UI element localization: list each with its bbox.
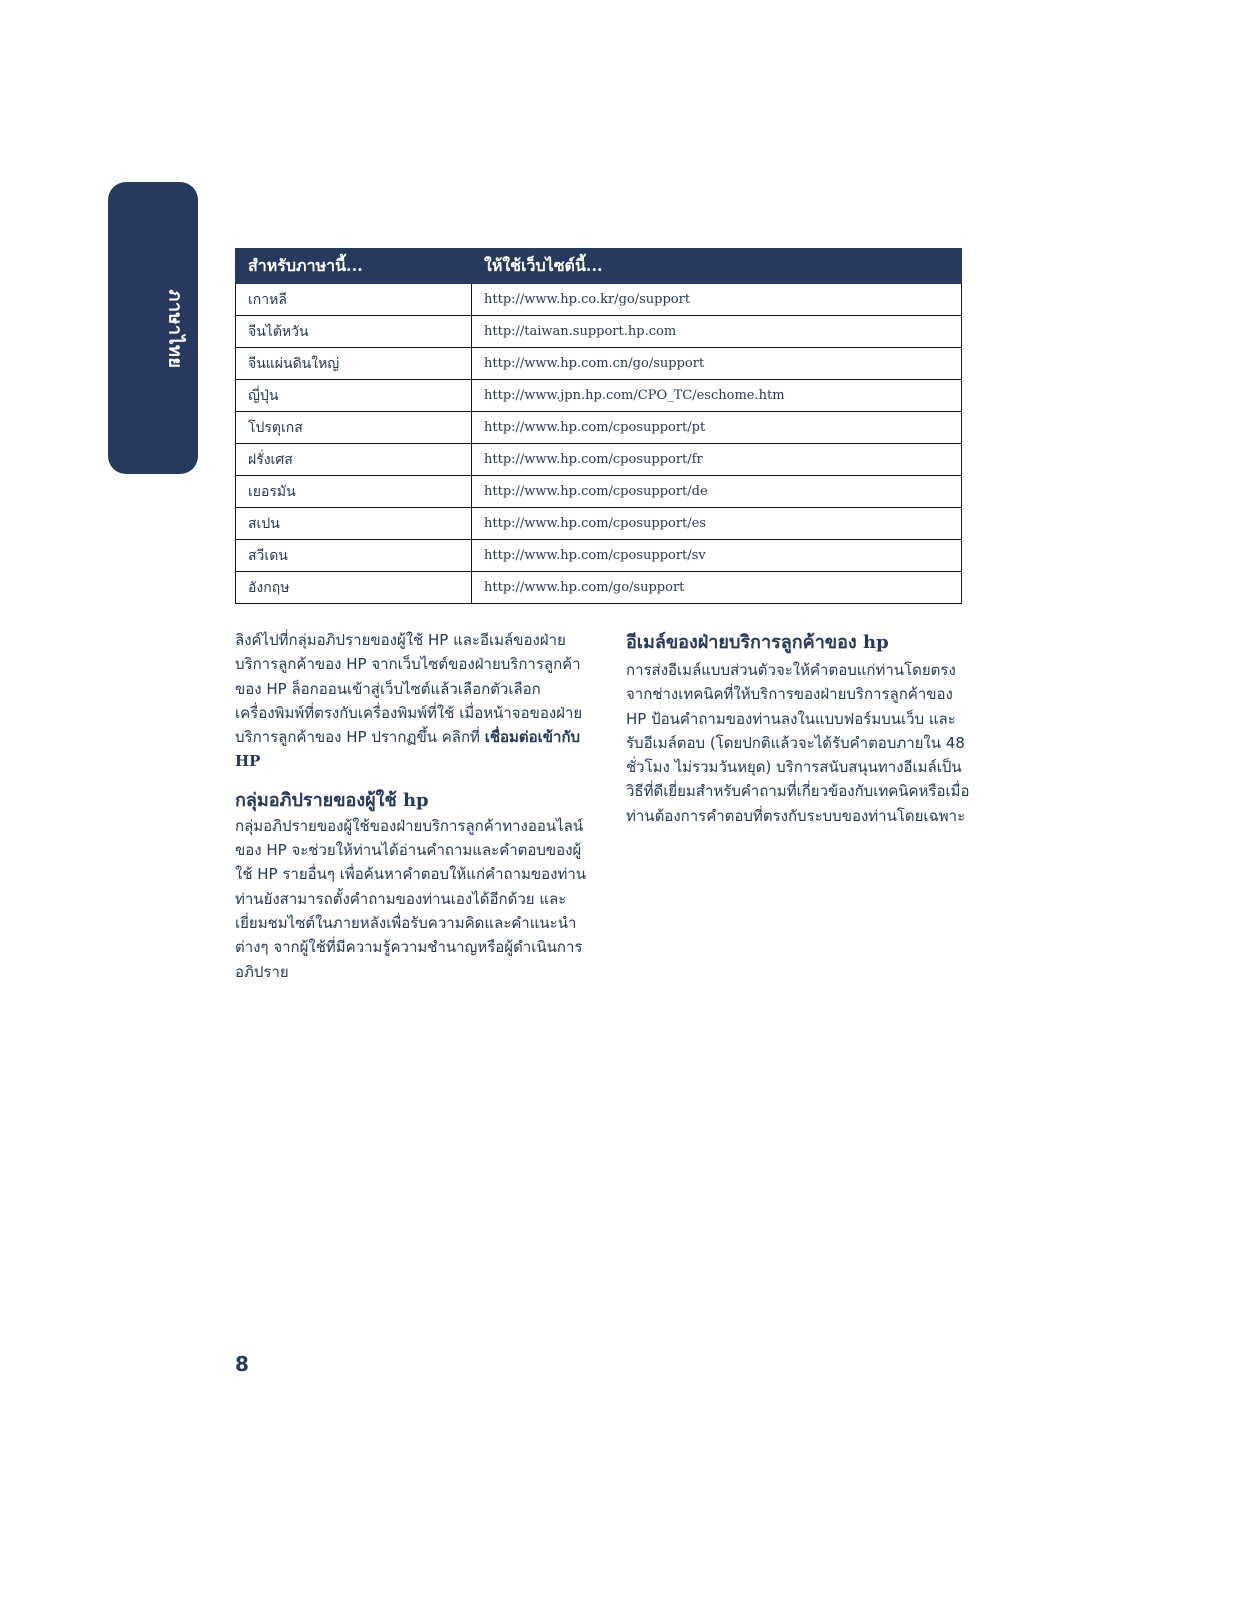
language-cell: อังกฤษ [236,572,472,604]
url-link[interactable]: http://www.hp.com/cposupport/fr [472,444,962,476]
url-link[interactable]: http://www.hp.com/cposupport/es [472,508,962,540]
language-cell: สวีเดน [236,540,472,572]
language-cell: ญี่ปุ่น [236,380,472,412]
table-row [236,476,962,508]
table-row [236,540,962,572]
table-header-row [236,249,962,284]
url-link[interactable]: http://www.hp.co.kr/go/support [472,284,962,316]
table-row [236,380,962,412]
table-row [236,444,962,476]
support-url-table [235,248,962,604]
table-row [236,284,962,316]
table-row [236,508,962,540]
forum-paragraph: กลุ่มอภิปรายของผู้ใช้ของฝ่ายบริการลูกค้าทางออนไลน์ของ HP จะช่วยให้ท่านได้อ่านคำถามและคำตอบของผู้ใช้ HP รายอื่นๆ เพื่อค้นหาคำตอบให้แก่คำถามของท่าน ท่านยังสามารถตั้งคำถามของท่านเองได้อีกด้วย และเยี่ยมชมไซต์ในภายหลังเพื่อรับความคิดและคำแนะนำต่างๆ จากผู้ใช้ที่มีความรู้ความชำนาญหรือผู้ดำเนินการอภิปราย [235,816,587,981]
right-column [626,630,971,828]
left-column [235,628,595,984]
table-row [236,572,962,604]
url-link[interactable]: http://www.hp.com/go/support [472,572,962,604]
url-link[interactable]: http://taiwan.support.hp.com [472,316,962,348]
table-row [236,316,962,348]
side-tab-label: ภาษาไทย [164,289,186,369]
table-row [236,412,962,444]
connect-to-hp-link[interactable]: เชื่อมต่อเข้ากับ HP [235,728,581,771]
header-language: สำหรับภาษานี้... [236,249,472,284]
url-link[interactable]: http://www.jpn.hp.com/CPO_TC/eschome.htm [472,380,962,412]
forum-heading: กลุ่มอภิปรายของผู้ใช้ hp [235,789,429,811]
url-link[interactable]: http://www.hp.com/cposupport/pt [472,412,962,444]
page-number: 8 [235,1352,249,1376]
url-link[interactable]: http://www.hp.com/cposupport/de [472,476,962,508]
language-cell: ฝรั่งเศส [236,444,472,476]
language-cell: สเปน [236,508,472,540]
table-row [236,348,962,380]
url-link[interactable]: http://www.hp.com/cposupport/sv [472,540,962,572]
language-cell: จีนไต้หวัน [236,316,472,348]
language-cell: เยอรมัน [236,476,472,508]
language-cell: จีนแผ่นดินใหญ่ [236,348,472,380]
intro-paragraph [235,628,595,774]
email-heading: อีเมล์ของฝ่ายบริการลูกค้าของ hp [626,632,889,653]
url-link[interactable]: http://www.hp.com.cn/go/support [472,348,962,380]
language-cell: โปรตุเกส [236,412,472,444]
header-website: ให้ใช้เว็บไซต์นี้... [472,249,962,284]
email-paragraph: การส่งอีเมล์แบบส่วนตัวจะให้คำตอบแก่ท่านโดยตรงจากช่างเทคนิคที่ให้บริการของฝ่ายบริการลูกค้าของ HP ป้อนคำถามของท่านลงในแบบฟอร์มบนเว็บ และรับอีเมล์ตอบ (โดยปกติแล้วจะได้รับคำตอบภายใน 48 ชั่วโมง ไม่รวมวันหยุด) บริการสนับสนุนทางอีเมล์เป็นวิธีที่ดีเยี่ยมสำหรับคำถามที่เกี่ยวข้องกับเทคนิคหรือเมื่อท่านต้องการคำตอบที่ตรงกับระบบของท่านโดยเฉพาะ [626,661,970,825]
language-cell: เกาหลี [236,284,472,316]
intro-text: ลิงค์ไปที่กลุ่มอภิปรายของผู้ใช้ HP และอีเมล์ของฝ่ายบริการลูกค้าของ HP จากเว็บไซต์ของฝ่ายบริการลูกค้าของ HP ล็อกออนเข้าสู่เว็บไซต์แล้วเลือกตัวเลือกเครื่องพิมพ์ที่ตรงกับเครื่องพิมพ์ที่ใช้ เมื่อหน้าจอของฝ่ายบริการลูกค้าของ HP ปรากฏขึ้น คลิกที่ [235,631,583,747]
